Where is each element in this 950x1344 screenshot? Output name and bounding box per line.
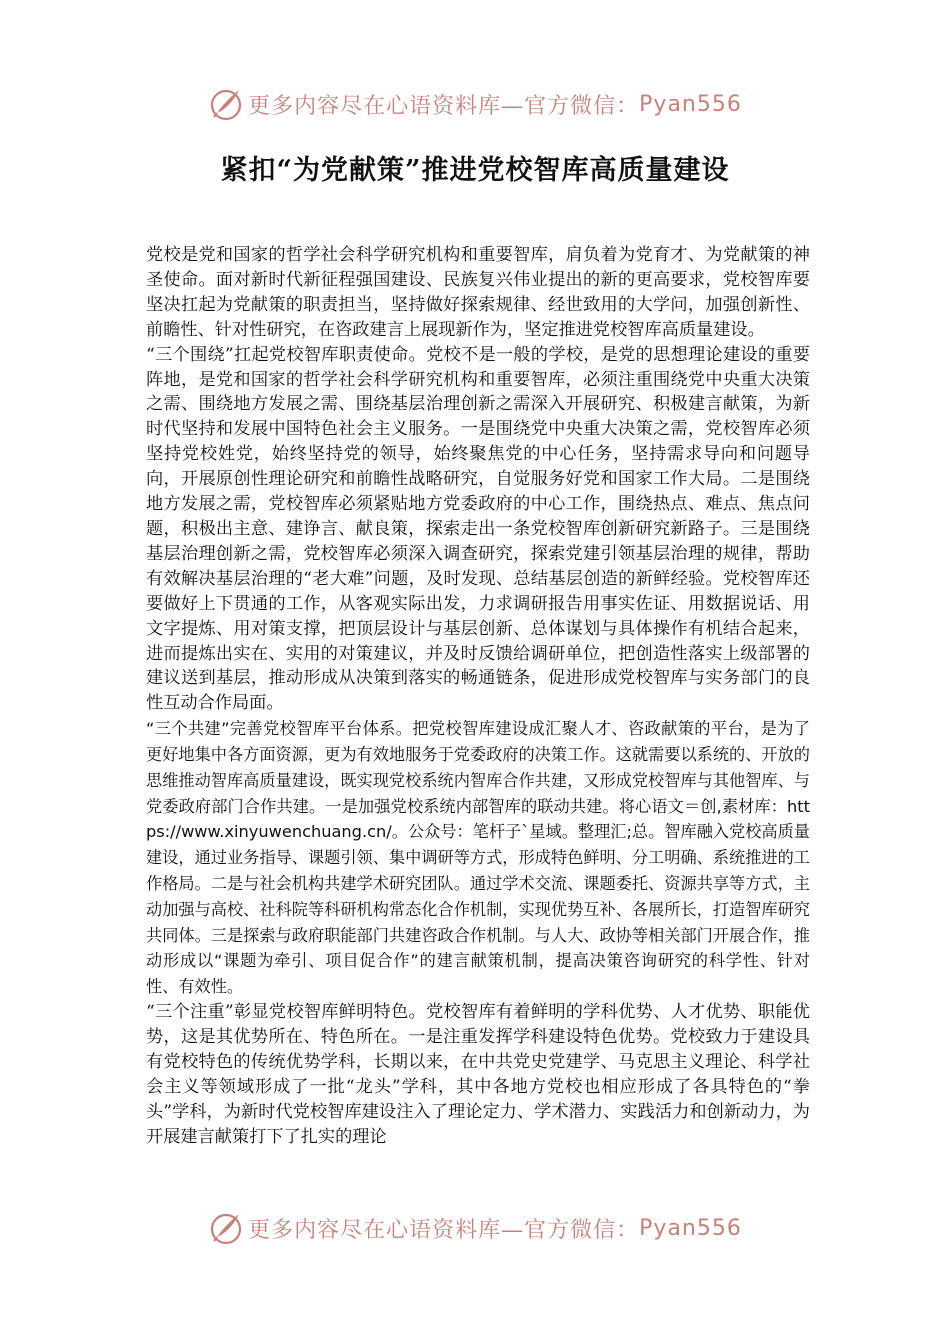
watermark-text: 更多内容尽在心语资料库—官方微信： [248,1217,640,1243]
watermark-text: 更多内容尽在心语资料库—官方微信： [248,93,640,119]
paragraph-three-focus: “三个围绕”扛起党校智库职责使命。党校不是一般的学校，是党的思想理论建设的重要阵地，是党和国家的哲学社会科学研究机构和重要智库，必须注重围绕党中央重大决策之需、围绕地方发展之需、围绕基层治理创新之需深入开展研究、积极建言献策，为新时代坚持和发展中国特色社会主义服务。一是围绕党中央重大决策之需，党校智库必须坚持党校姓党，始终坚持党的领导，始终聚焦党的中心任务，坚持需求导向和问题导向，开展原创性理论研究和前瞻性战略研究，自觉服务好党和国家工作大局。二是围绕地方发展之需，党校智库必须紧贴地方党委政府的中心工作，围绕热点、难点、焦点问题，积极出主意、建诤言、献良策，探索走出一条党校智库创新研究新路子。三是围绕基层治理创新之需，党校智库必须深入调查研究，探索党建引领基层治理的规律，帮助有效解决基层治理的“老大难”问题，及时发现、总结基层创造的新鲜经验。党校智库还要做好上下贯通的工作，从客观实际出发，力求调研报告用事实佐证、用数据说话、用文字提炼、用对策支撑，把顶层设计与基层创新、总体谋划与具体操作有机结合起来，进而提炼出实在、实用的对策建议，并及时反馈给调研单位，把创造性落实上级部署的建议送到基层，推动形成从决策到落实的畅通链条，促进形成党校智库与实务部门的良性互动合作局面。 [146,344,810,714]
footer-watermark-banner [0,1208,950,1248]
wechat-id: Pyan556 [639,91,742,117]
wechat-id: Pyan556 [639,1215,742,1241]
quill-pen-logo-icon [208,1210,244,1246]
paragraph-intro: 党校是党和国家的哲学社会科学研究机构和重要智库，肩负着为党育才、为党献策的神圣使命。面对新时代新征程强国建设、民族复兴伟业提出的新的更高要求，党校智库要坚决扛起为党献策的职责担当，坚持做好探索规律、经世致用的大学问，加强创新性、前瞻性、针对性研究，在咨政建言上展现新作为，坚定推进党校智库高质量建设。 [146,245,810,340]
document-body [146,243,810,1149]
paragraph-three-emphasis: “三个注重”彰显党校智库鲜明特色。党校智库有着鲜明的学科优势、人才优势、职能优势，这是其优势所在、特色所在。一是注重发挥学科建设特色优势。党校致力于建设具有党校特色的传统优势学科，长期以来，在中共党史党建学、马克思主义理论、科学社会主义等领域形成了一批“龙头”学科，其中各地方党校也相应形成了各具特色的“拳头”学科，为新时代党校智库建设注入了理论定力、学术潜力、实践活力和创新动力，为开展建言献策打下了扎实的理论 [146,1001,810,1147]
paragraph-three-co-build: “三个共建”完善党校智库平台体系。把党校智库建设成汇聚人才、咨政献策的平台，是为了更好地集中各方面资源，更为有效地服务于党委政府的决策工作。这就需要以系统的、开放的思维推动智库高质量建设，既实现党校系统内智库合作共建，又形成党校智库与其他智库、与党委政府部门合作共建。一是加强党校系统内部智库的联动共建。将心语文＝创,素材库：https://www.xinyuwenchuang.cn/。公众号：笔杆子`星域。整理汇;总。智库融入党校高质量建设，通过业务指导、课题引领、集中调研等方式，形成特色鲜明、分工明确、系统推进的工作格局。二是与社会机构共建学术研究团队。通过学术交流、课题委托、资源共享等方式，主动加强与高校、社科院等科研机构常态化合作机制，实现优势互补、各展所长，打造智库研究共同体。三是探索与政府职能部门共建咨政合作机制。与人大、政协等相关部门开展合作，推动形成以“课题为牵引、项目促合作”的建言献策机制，提高决策咨询研究的科学性、针对性、有效性。 [146,719,810,997]
document-title: 紧扣“为党献策”推进党校智库高质量建设 [220,155,730,186]
header-watermark-banner [0,84,950,124]
quill-pen-logo-icon [208,86,244,122]
